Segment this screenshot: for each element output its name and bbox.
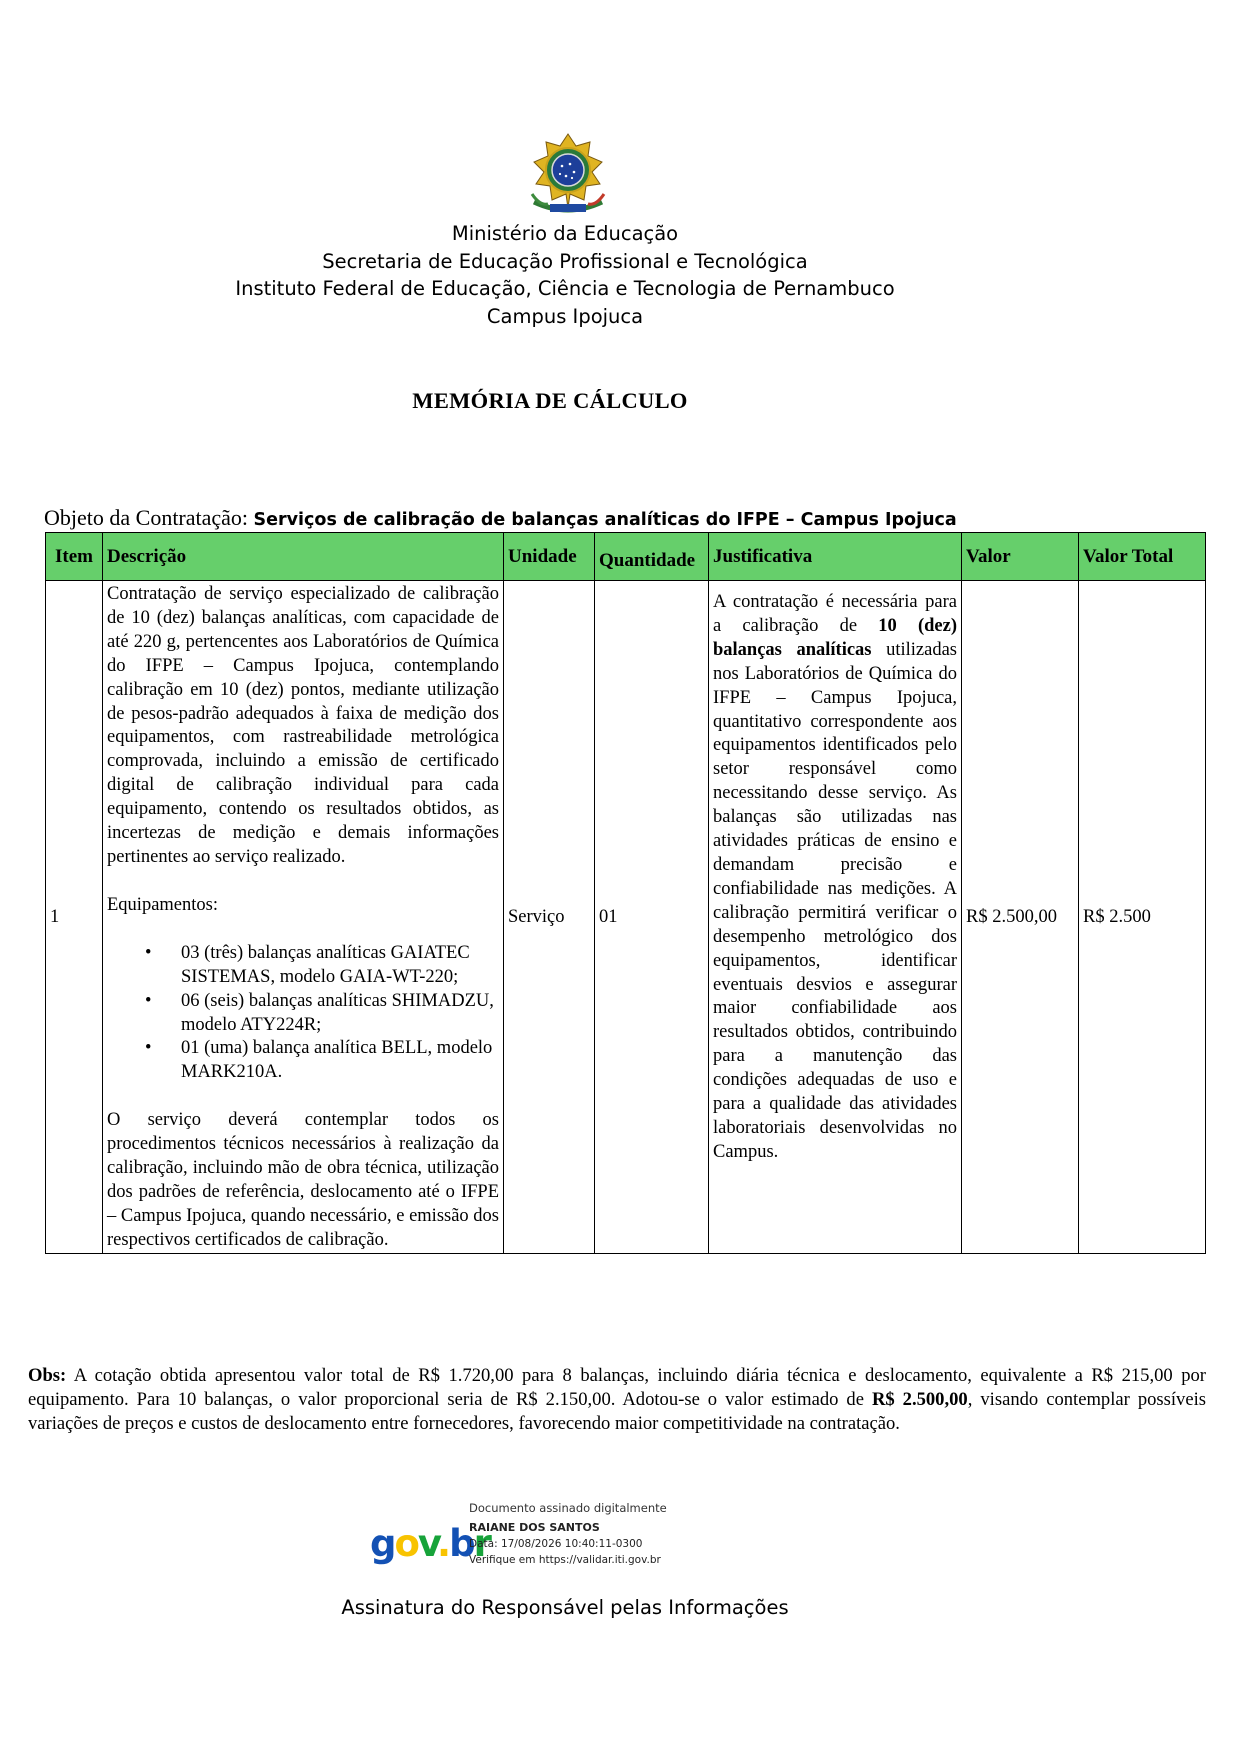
- bullet-icon: •: [145, 990, 152, 1011]
- equipamentos-list: [107, 942, 499, 1085]
- cell-valor-total: R$ 2.500: [1079, 581, 1206, 1254]
- cell-item: 1: [46, 581, 103, 1254]
- table-header-row: [46, 533, 1206, 581]
- cell-valor: R$ 2.500,00: [962, 581, 1079, 1254]
- list-item: • 03 (três) balanças analíticas GAIATEC SISTEMAS, modelo GAIA-WT-220;: [145, 942, 470, 987]
- list-item: • 01 (uma) balança analítica BELL, modelo MARK210A.: [145, 1038, 493, 1083]
- justificativa-bold: 10 (dez) balanças analíticas: [713, 615, 957, 660]
- bullet-icon: •: [145, 942, 152, 963]
- equipamentos-label: Equipamentos:: [107, 894, 218, 915]
- descricao-paragraph-2: O serviço deverá contemplar todos os procedimentos técnicos necessários à realização da calibração, incluindo mão de obra técnica, utilização dos padrões de referência, deslocamento até o IFPE – Campus Ipojuca, quando necessário, e emissão dos respectivos certificados de calibração.: [107, 1110, 500, 1250]
- calculation-table: [45, 532, 1206, 1254]
- obs-bold-value: R$ 2.500,00: [871, 1389, 968, 1410]
- digital-signature: [370, 1500, 690, 1570]
- brazil-coat-of-arms-icon: [526, 132, 610, 222]
- signer-name: RAIANE DOS SANTOS: [469, 1521, 600, 1534]
- objeto-value: Serviços de calibração de balanças analíticas do IFPE – Campus Ipojuca: [253, 510, 957, 530]
- page-title: MEMÓRIA DE CÁLCULO: [412, 388, 688, 413]
- header-campus: Campus Ipojuca: [486, 304, 644, 328]
- header-secretariat: Secretaria de Educação Profissional e Tecnológica: [322, 249, 808, 273]
- col-header-unidade: Unidade: [504, 533, 595, 581]
- obs-label: Obs:: [28, 1365, 67, 1386]
- col-header-quantidade: Quantidade: [595, 533, 709, 581]
- signature-caption: Assinatura do Responsável pelas Informações: [341, 1596, 789, 1619]
- descricao-paragraph-1: Contratação de serviço especializado de calibração de 10 (dez) balanças analíticas, com capacidade de até 220 g, pertencentes aos Laboratórios de Química do IFPE – Campus Ipojuca, contemplando calibração em 10 (dez) pontos, mediante utilização de pesos-padrão adequados à faixa de medição dos equipamentos, com rastreabilidade metrológica comprovada, incluindo a emissão de certificado digital de calibração individual para cada equipamento, contendo os resultados obtidos, as incertezas de medição e demais informações pertinentes ao serviço realizado.: [107, 584, 499, 867]
- cell-quantidade: 01: [595, 581, 709, 1254]
- signature-verify: Verifique em https://validar.iti.gov.br: [469, 1554, 661, 1566]
- govbr-logo-icon: gov.br: [370, 1522, 490, 1565]
- cell-justificativa: A contratação é necessária para a calibração de 10 (dez) balanças analíticas utilizadas nos Laboratórios de Química do IFPE – Campus Ipojuca, quantitativo correspondente aos equipamentos identificados pelo setor responsável como necessitando desse serviço. As balanças são utilizadas nas atividades práticas de ensino e demandam precisão e confiabilidade nas medições. A calibração permitirá verificar o desempenho metrológico dos equipamentos, identificar eventuais desvios e assegurar maior confiabilidade aos resultados obtidos, contribuindo para a manutenção das condições adequadas de uso e para a qualidade das atividades laboratoriais desenvolvidas no Campus.: [709, 581, 962, 1254]
- col-header-valor-total: Valor Total: [1079, 533, 1206, 581]
- col-header-justificativa: Justificativa: [709, 533, 962, 581]
- table-row: [46, 581, 1206, 1254]
- cell-unidade: Serviço: [504, 581, 595, 1254]
- bullet-icon: •: [145, 1038, 152, 1059]
- col-header-item: Item: [46, 533, 103, 581]
- objeto-line: [44, 505, 957, 531]
- col-header-valor: Valor: [962, 533, 1079, 581]
- observation-note: Obs: A cotação obtida apresentou valor total de R$ 1.720,00 para 8 balanças, incluindo diária técnica e deslocamento, equivalente a R$ 215,00 por equipamento. Para 10 balanças, o valor proporcional seria de R$ 2.150,00. Adotou-se o valor estimado de R$ 2.500,00, visando contemplar possíveis variações de preços e custos de deslocamento entre fornecedores, favorecendo maior competitividade na contratação.: [28, 1365, 1206, 1434]
- signature-details: [469, 1500, 667, 1568]
- header-ministry: Ministério da Educação: [451, 222, 679, 245]
- objeto-label: Objeto da Contratação:: [44, 505, 249, 530]
- signature-line1: Documento assinado digitalmente: [469, 1501, 667, 1515]
- cell-descricao: [103, 581, 504, 1254]
- list-item: • 06 (seis) balanças analíticas SHIMADZU, modelo ATY224R;: [145, 990, 494, 1035]
- col-header-descricao: Descrição: [103, 533, 504, 581]
- institution-header: [0, 220, 1130, 330]
- signature-date: Data: 17/08/2026 10:40:11-0300: [469, 1538, 643, 1550]
- header-institute: Instituto Federal de Educação, Ciência e Tecnologia de Pernambuco: [235, 277, 895, 300]
